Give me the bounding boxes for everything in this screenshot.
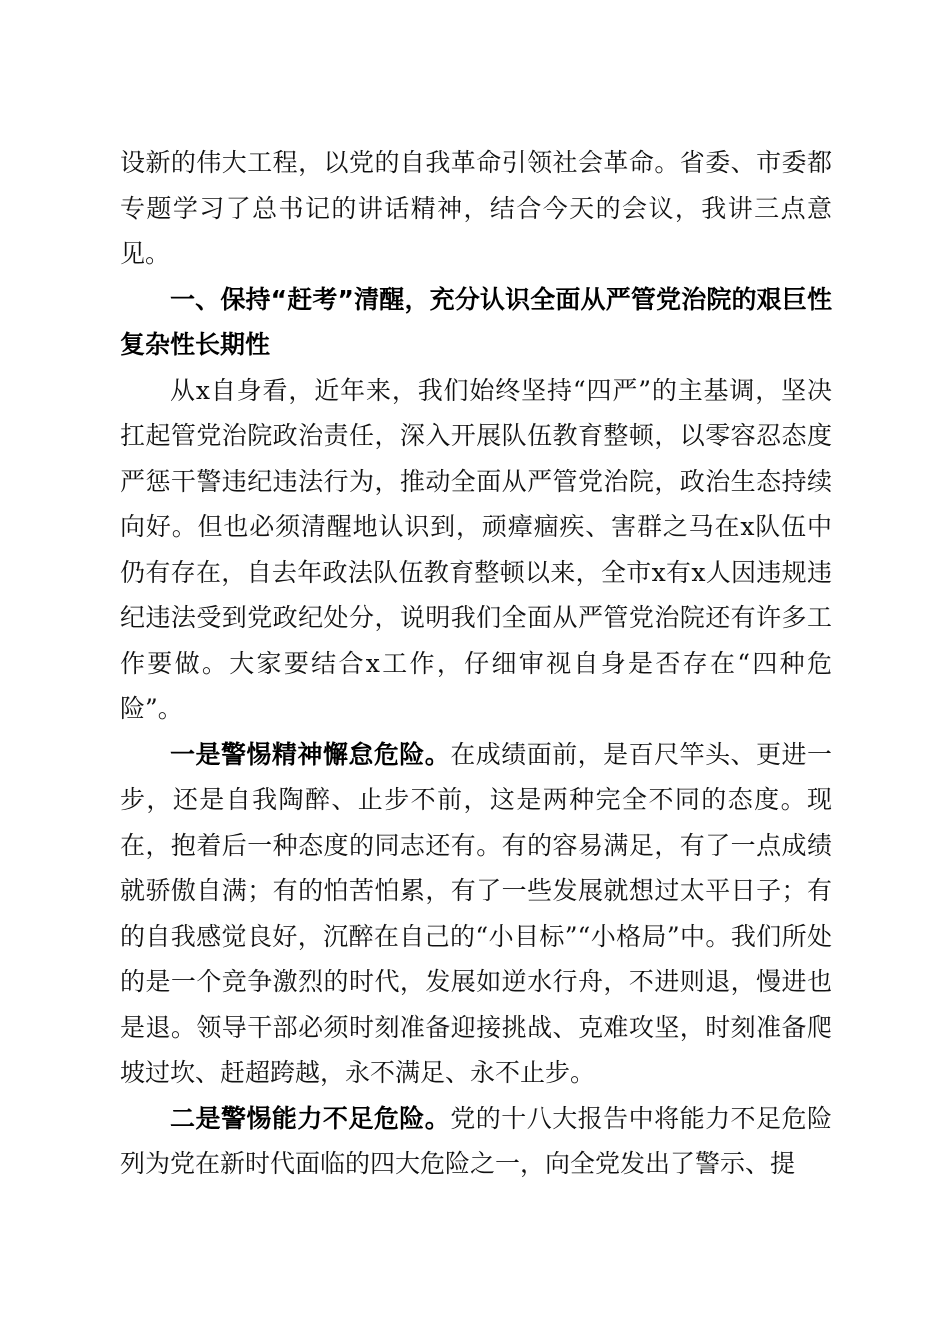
- paragraph-continuation: 设新的伟大工程，以党的自我革命引领社会革命。省委、市委都专题学习了总书记的讲话精神，结合今天的会议，我讲三点意见。: [120, 148, 832, 268]
- paragraph-lead-danger-2: 二是警惕能力不足危险。: [170, 1103, 451, 1133]
- document-body: [120, 140, 832, 1187]
- paragraph-danger-1: [120, 732, 832, 1096]
- paragraph-danger-2: [120, 1096, 832, 1187]
- section-heading-1: 一、保持“赶考”清醒，充分认识全面从严管党治院的艰巨性复杂性长期性: [120, 284, 832, 359]
- paragraph-body-danger-2: 党的十八大报告中将能力不足危险列为党在新时代面临的四大危险之一，向全党发出了警示、提: [120, 1103, 832, 1178]
- paragraph-self-review: 从x自身看，近年来，我们始终坚持“四严”的主基调，坚决扛起管党治院政治责任，深入开展队伍教育整顿，以零容忍态度严惩干警违纪违法行为，推动全面从严管党治院，政治生态持续向好。但也必须清醒地认识到，顽瘴痼疾、害群之马在x队伍中仍有存在，自去年政法队伍教育整顿以来，全市x有x人因违规违纪违法受到党政纪处分，说明我们全面从严管党治院还有许多工作要做。大家要结合x工作，仔细审视自身是否存在“四种危险”。: [120, 375, 832, 723]
- paragraph-lead-danger-1: 一是警惕精神懈怠危险。: [170, 739, 451, 769]
- paragraph-body-danger-1: 在成绩面前，是百尺竿头、更进一步，还是自我陶醉、止步不前，这是两种完全不同的态度。现在，抱着后一种态度的同志还有。有的容易满足，有了一点成绩就骄傲自满；有的怕苦怕累，有了一些发展就想过太平日子；有的自我感觉良好，沉醉在自己的“小目标”“小格局”中。我们所处的是一个竞争激烈的时代，发展如逆水行舟，不进则退，慢进也是退。领导干部必须时刻准备迎接挑战、克难攻坚，时刻准备爬坡过坎、赶超跨越，永不满足、永不止步。: [120, 739, 832, 1087]
